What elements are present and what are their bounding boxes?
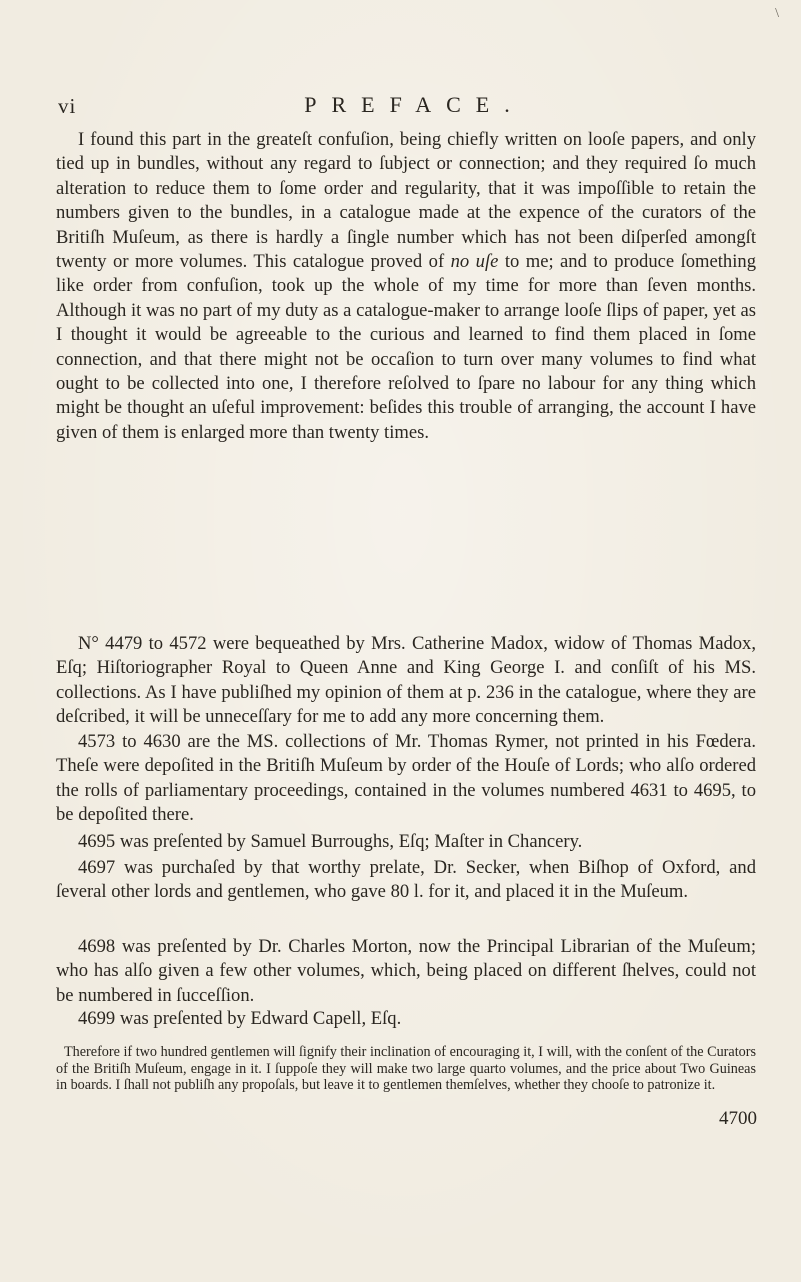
paragraph-4697-text: 4697 was purchaſed by that worthy prelate, Dr. Secker, when Biſhop of Oxford, and ſeveral other lords and gentlemen, who gave 80 l. for it, and placed it in the Muſeum. bbox=[56, 857, 756, 903]
catchword: 4700 bbox=[719, 1108, 757, 1129]
paragraph-rymer-text: 4573 to 4630 are the MS. collections of Mr. Thomas Rymer, not printed in his Fœdera. Theſe were depoſited in the Britiſh Muſeum by order of the Houſe of Lords; who alſo ordered the rolls of parliamentary proceedings, contained in the volumes numbered 4631 to 4695, to be depoſited there. bbox=[56, 731, 756, 826]
paragraph-4697 bbox=[56, 856, 756, 905]
page-number: vi bbox=[58, 94, 77, 118]
paragraph-1-italic: no uſe bbox=[450, 251, 499, 273]
footnote: Therefore if two hundred gentlemen will ſignify their inclination of encouraging it, I will, with the conſent of the Curators of the Britiſh Muſeum, engage in it. I ſuppoſe they will make two large quarto volumes, and the price about Two Guineas in boards. I ſhall not publiſh any propoſals, but leave it to gentlemen themſelves, whether they chooſe to patronize it. bbox=[56, 1044, 756, 1094]
running-head: PREFACE. bbox=[304, 92, 525, 117]
paragraph-4699 bbox=[56, 1007, 756, 1031]
paragraph-4698-text: 4698 was preſented by Dr. Charles Morton, now the Principal Librarian of the Muſeum; who has alſo given a few other volumes, which, being placed on different ſhelves, could not be numbered in ſucceſſion. bbox=[56, 936, 756, 1006]
paragraph-rymer bbox=[56, 730, 756, 828]
paragraph-4695 bbox=[56, 830, 756, 854]
page-header bbox=[58, 92, 741, 122]
paragraph-1-text-a: I found this part in the greateſt confuſion, being chiefly written on looſe papers, and only tied up in bundles, without any regard to ſubject or connection; and they required ſo much alteration to reduce them to ſome order and regularity, that it was impoſſible to retain the numbers given to the bundles, in a catalogue made at the expence of the curators of the Britiſh Muſeum, as there is hardly a ſingle number which has not been diſperſed amongſt twenty or more volumes. This catalogue proved of bbox=[56, 129, 756, 273]
paragraph-madox-text: N° 4479 to 4572 were bequeathed by Mrs. Catherine Madox, widow of Thomas Madox, Eſq; Hiſtoriographer Royal to Queen Anne and King George I. and conſiſt of his MS. collections. As I have publiſhed my opinion of them at p. 236 in the catalogue, where they are deſcribed, it will be unneceſſary for me to add any more concerning them. bbox=[56, 633, 756, 728]
paragraph-madox bbox=[56, 632, 756, 730]
paragraph-4699-text: 4699 was preſented by Edward Capell, Eſq. bbox=[78, 1008, 402, 1029]
paragraph-4698 bbox=[56, 935, 756, 1008]
paragraph-1-text-b: to me; and to produce ſomething like order from confuſion, took up the whole of my time for more than ſeven months. Although it was no part of my duty as a catalogue-maker to arrange looſe ſlips of paper, yet as I thought it would be agreeable to the curious and learned to find them placed in ſome connection, and that there might not be occaſion to turn over many volumes to find what ought to be collected into one, I therefore reſolved to ſpare no labour for any thing which might be thought an uſeful improvement: beſides this trouble of arranging, the account I have given of them is enlarged more than twenty times. bbox=[56, 251, 756, 443]
paragraph-4695-text: 4695 was preſented by Samuel Burroughs, Eſq; Maſter in Chancery. bbox=[78, 831, 583, 852]
paragraph-1 bbox=[56, 128, 756, 445]
corner-mark: \ bbox=[775, 6, 779, 21]
